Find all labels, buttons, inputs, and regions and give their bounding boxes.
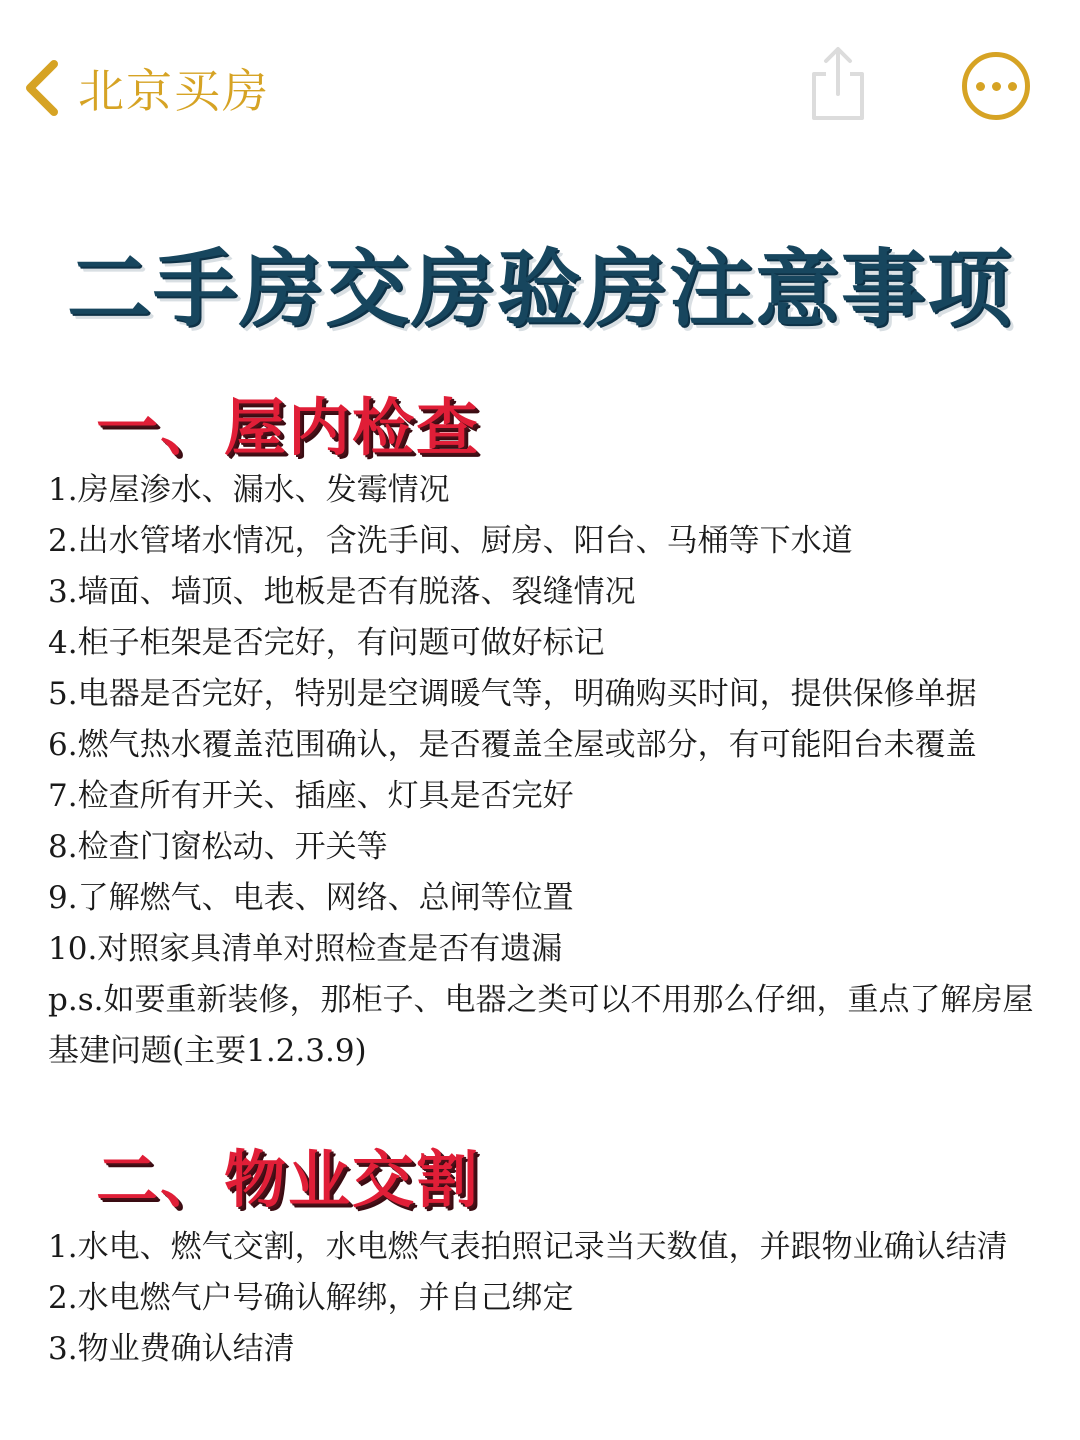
more-icon-dot [1008,82,1017,91]
navigation-bar [0,0,1080,170]
section-note: p.s.如要重新装修，那柜子、电器之类可以不用那么仔细，重点了解房屋基建问题(主要1.2.3.9) [48,982,1034,1069]
nav-title: 北京买房 [78,64,270,118]
list-item: 3.物业费确认结清 [48,1331,295,1367]
share-icon [806,44,870,124]
property-handover-list [48,1222,1048,1375]
section-heading-property-handover: 二、物业交割 [96,1143,481,1216]
indoor-check-list [48,465,1048,975]
list-item: 3.墙面、墙顶、地板是否有脱落、裂缝情况 [48,574,636,610]
list-item: 4.柜子柜架是否完好，有问题可做好标记 [48,625,605,661]
list-item: 1.房屋渗水、漏水、发霉情况 [48,472,450,508]
section-heading-indoor-check: 一、屋内检查 [96,391,481,464]
list-item: 7.检查所有开关、插座、灯具是否完好 [48,778,574,814]
list-item: 1.水电、燃气交割，水电燃气表拍照记录当天数值，并跟物业确认结清 [48,1229,1008,1265]
more-icon-dot [976,82,985,91]
more-icon-dot [992,82,1001,91]
page-title: 二手房交房验房注意事项 [66,240,1013,338]
chevron-left-icon [22,58,60,118]
list-item: 8.检查门窗松动、开关等 [48,829,388,865]
share-button[interactable] [806,44,870,124]
list-item: 5.电器是否完好，特别是空调暖气等，明确购买时间，提供保修单据 [48,676,977,712]
list-item: 2.水电燃气户号确认解绑，并自己绑定 [48,1280,574,1316]
list-item: 2.出水管堵水情况，含洗手间、厨房、阳台、马桶等下水道 [48,523,853,559]
list-item: 10.对照家具清单对照检查是否有遗漏 [48,931,563,967]
list-item: 9.了解燃气、电表、网络、总闸等位置 [48,880,574,916]
more-options-button[interactable] [962,52,1030,120]
back-button[interactable] [22,50,270,126]
list-item: 6.燃气热水覆盖范围确认，是否覆盖全屋或部分，有可能阳台未覆盖 [48,727,977,763]
